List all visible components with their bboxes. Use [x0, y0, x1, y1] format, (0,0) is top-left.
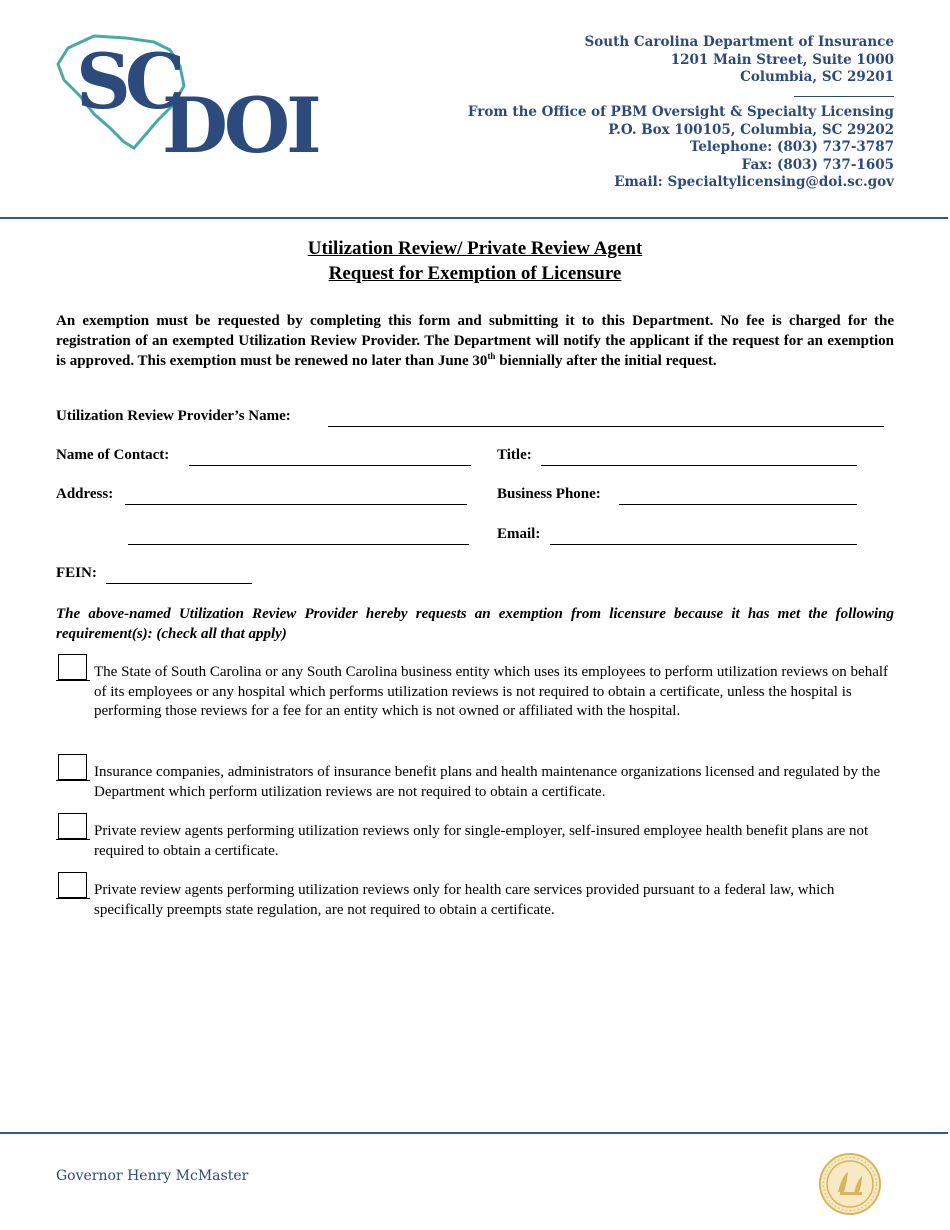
title-field[interactable]	[541, 465, 857, 466]
option-checkbox[interactable]	[58, 654, 87, 680]
form-subtitle: Request for Exemption of Licensure	[328, 263, 622, 284]
form-title: Utilization Review/ Private Review Agent	[307, 238, 643, 259]
email-field[interactable]	[550, 544, 857, 545]
scdoi-logo	[54, 30, 324, 160]
fein-field[interactable]	[106, 583, 252, 584]
checkbox-underline	[56, 898, 90, 899]
state-seal-icon	[818, 1152, 882, 1216]
business-phone-field[interactable]	[619, 504, 857, 505]
exemption-statement: The above-named Utilization Review Provider hereby requests an exemption from licensure because it has met the following requirement(s): (check all that apply)	[56, 606, 894, 642]
address-field-line2[interactable]	[128, 544, 469, 545]
address-line: 1201 Main Street, Suite 1000	[670, 51, 894, 68]
office-email: Email: Specialtylicensing@doi.sc.gov	[614, 174, 894, 190]
contact-label: Name of Contact:	[56, 447, 170, 463]
office-telephone: Telephone: (803) 737-3787	[689, 139, 894, 155]
footer-rule	[0, 1132, 948, 1134]
logo-sc: SC	[76, 37, 180, 126]
fein-label: FEIN:	[56, 565, 97, 581]
address-label: Address:	[56, 486, 114, 502]
department-address	[585, 34, 894, 87]
provider-name-field[interactable]	[328, 426, 884, 427]
option-text: Private review agents performing utilization reviews only for health care services provided pursuant to a federal law, which specifically preempts state regulation, are not required to obtain a certificate.	[94, 882, 835, 918]
checkbox-underline	[56, 680, 90, 681]
address-field[interactable]	[125, 504, 467, 505]
title-label: Title:	[497, 447, 532, 463]
address-line: South Carolina Department of Insurance	[584, 34, 894, 50]
email-label: Email:	[497, 526, 541, 542]
office-contact	[468, 104, 894, 192]
governor-name: Governor Henry McMaster	[56, 1168, 249, 1184]
option-text: The State of South Carolina or any South Carolina business entity which uses its employees to perform utilization reviews on behalf of its employees or any hospital which performs utilization reviews is not required to obtain a certificate, unless the hospital is performing those reviews for a fee for an entity which is not owned or affiliated with the hospital.	[94, 664, 889, 719]
intro-paragraph: An exemption must be requested by completing this form and submitting it to this Department. No fee is charged for the registration of an exempted Utilization Review Provider. The Department will notify the applicant if the request for an exemption is approved. This exemption must be renewed no later than June 30th biennially after the initial request.	[56, 313, 894, 369]
checkbox-underline	[56, 780, 90, 781]
office-line: P.O. Box 100105, Columbia, SC 29202	[608, 121, 894, 138]
contact-field[interactable]	[189, 465, 471, 466]
checkbox-underline	[56, 839, 90, 840]
address-line: Columbia, SC 29201	[740, 69, 894, 85]
option-text: Insurance companies, administrators of insurance benefit plans and health maintenance organizations licensed and regulated by the Department which perform utilization reviews are not required to obtain a certificate.	[94, 764, 881, 800]
option-text: Private review agents performing utilization reviews only for single-employer, self-insured employee health benefit plans are not required to obtain a certificate.	[94, 823, 869, 859]
address-divider	[794, 96, 894, 97]
option-checkbox[interactable]	[58, 754, 87, 780]
office-line: From the Office of PBM Oversight & Specialty Licensing	[467, 104, 894, 120]
office-fax: Fax: (803) 737-1605	[741, 156, 894, 173]
option-checkbox[interactable]	[58, 872, 87, 898]
logo-doi: DOI	[162, 81, 318, 160]
business-phone-label: Business Phone:	[497, 486, 601, 502]
provider-name-label: Utilization Review Provider’s Name:	[56, 408, 291, 424]
header-rule	[0, 217, 948, 219]
option-checkbox[interactable]	[58, 813, 87, 839]
